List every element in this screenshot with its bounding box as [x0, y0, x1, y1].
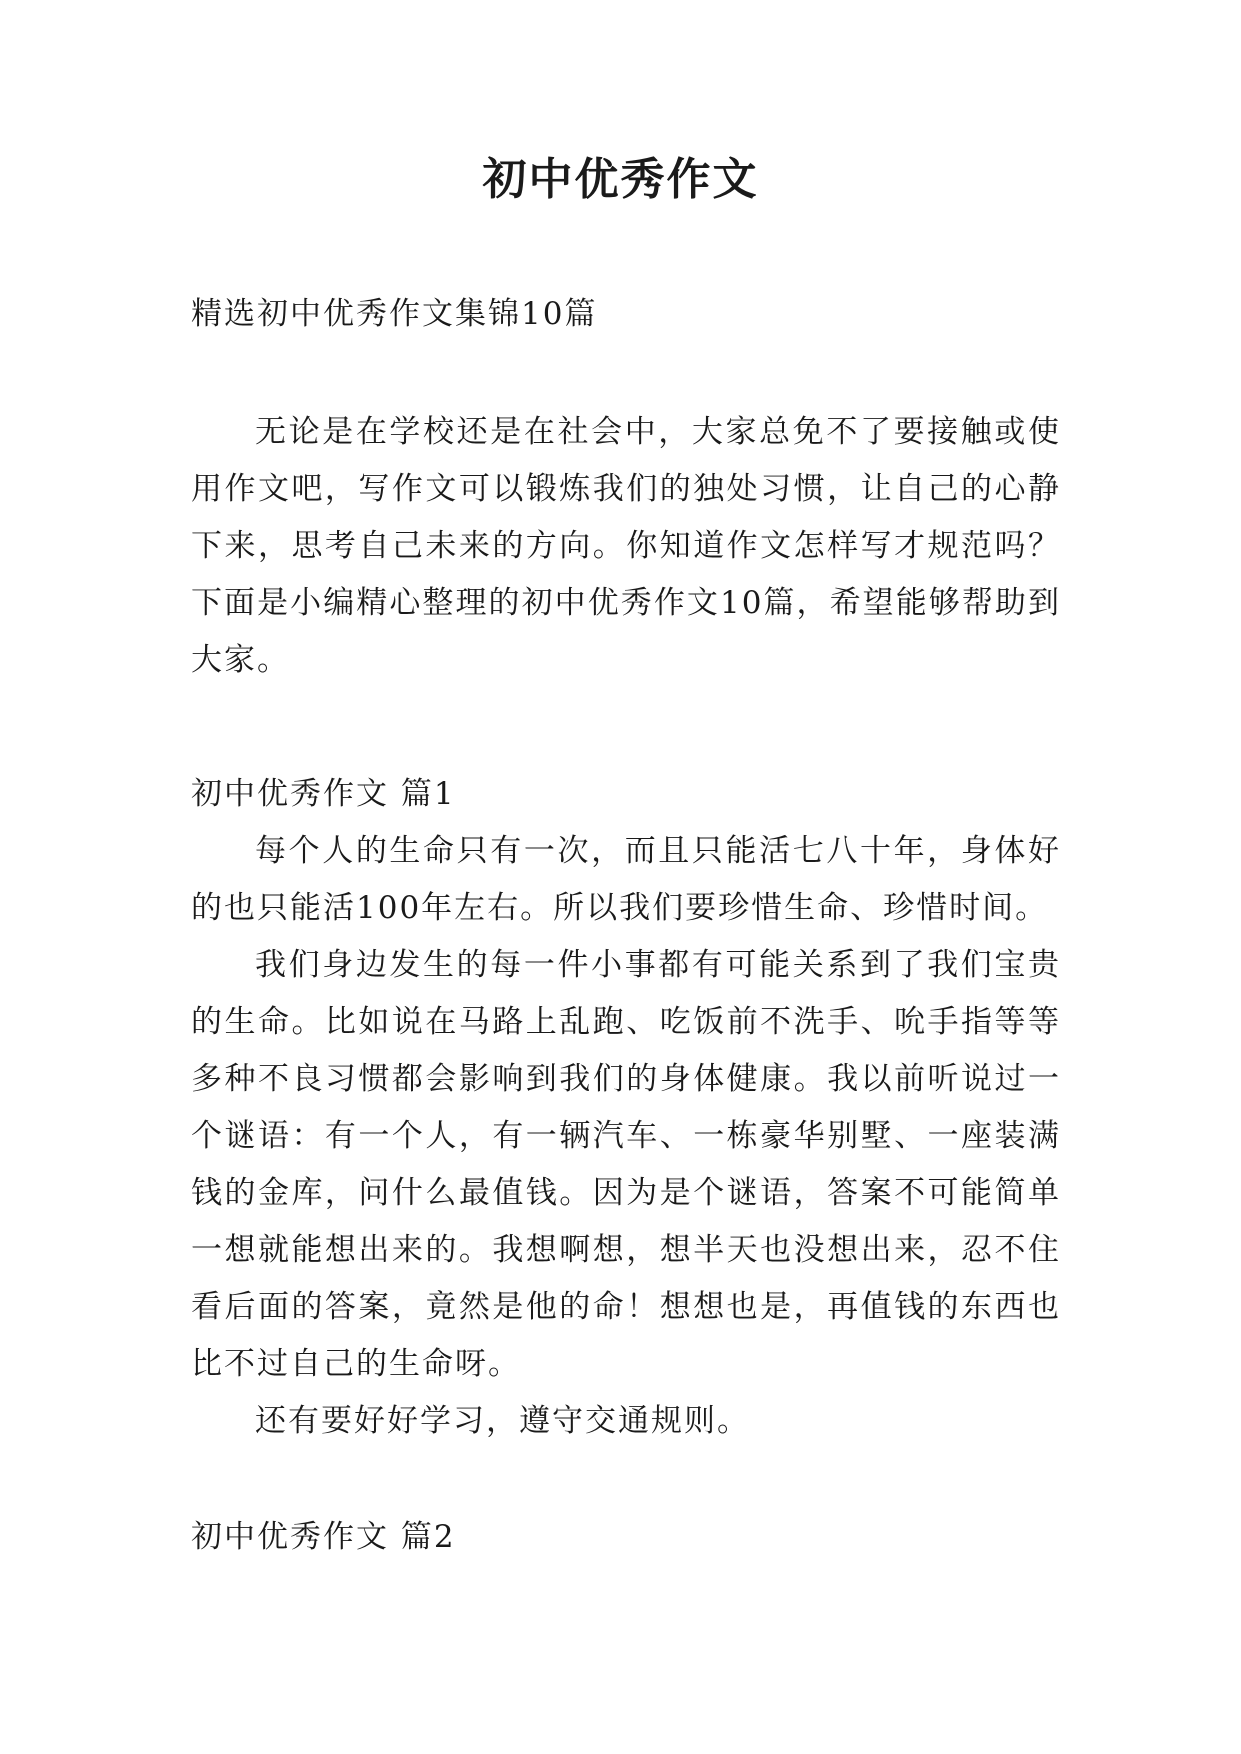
section-1-paragraph-1: 每个人的生命只有一次，而且只能活七八十年，身体好的也只能活100年左右。所以我们要珍惜生命、珍惜时间。 [191, 833, 1061, 926]
document-subtitle: 精选初中优秀作文集锦10篇 [191, 296, 598, 332]
section-1-paragraph-2: 我们身边发生的每一件小事都有可能关系到了我们宝贵的生命。比如说在马路上乱跑、吃饭前不洗手、吮手指等等多种不良习惯都会影响到我们的身体健康。我以前听说过一个谜语：有一个人，有一辆汽车、一栋豪华别墅、一座装满钱的金库，问什么最值钱。因为是个谜语，答案不可能简单一想就能想出来的。我想啊想，想半天也没想出来，忍不住看后面的答案，竟然是他的命！想想也是，再值钱的东西也比不过自己的生命呀。 [191, 947, 1061, 1382]
document-title: 初中优秀作文 [482, 154, 759, 205]
intro-paragraph: 无论是在学校还是在社会中，大家总免不了要接触或使用作文吧，写作文可以锻炼我们的独处习惯，让自己的心静下来，思考自己未来的方向。你知道作文怎样写才规范吗？下面是小编精心整理的初中优秀作文10篇，希望能够帮助到大家。 [191, 414, 1061, 678]
section-heading-1: 初中优秀作文 篇1 [191, 776, 456, 812]
section-1-paragraph-3: 还有要好好学习，遵守交通规则。 [255, 1403, 750, 1439]
section-heading-2: 初中优秀作文 篇2 [191, 1519, 456, 1555]
